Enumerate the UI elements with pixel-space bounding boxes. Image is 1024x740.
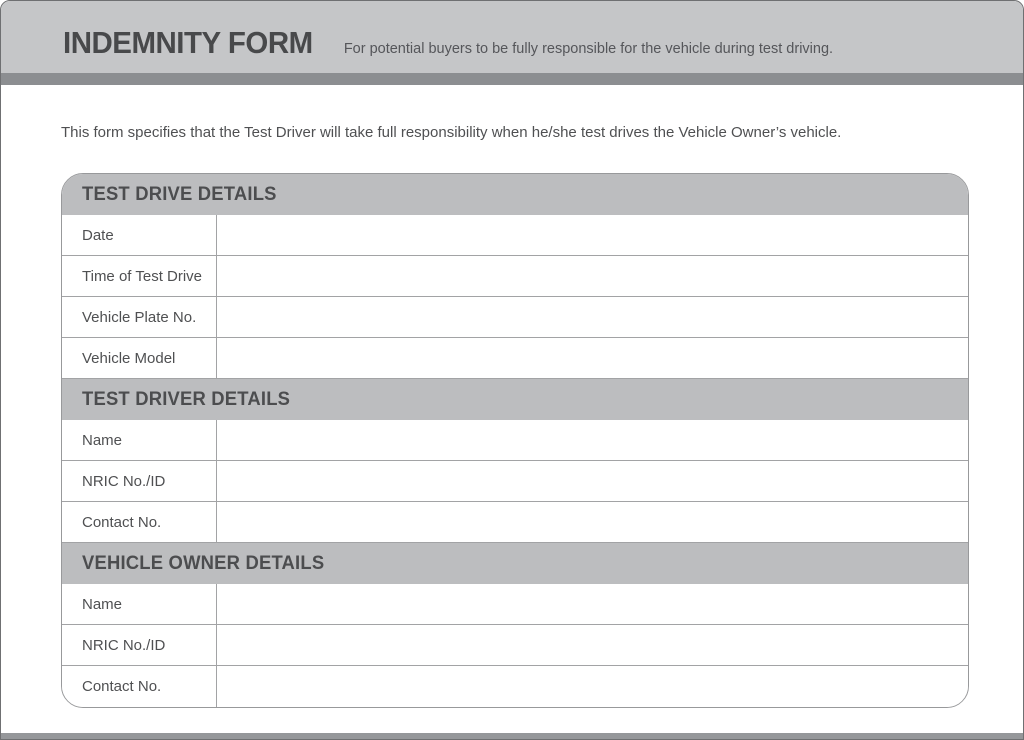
field-label: Date bbox=[62, 215, 217, 255]
field-label: Contact No. bbox=[62, 666, 217, 707]
field-label: Vehicle Model bbox=[62, 338, 217, 378]
field-label: NRIC No./ID bbox=[62, 625, 217, 665]
table-row-nric-no-id bbox=[62, 461, 968, 502]
table-row-name bbox=[62, 584, 968, 625]
table-row-name bbox=[62, 420, 968, 461]
table-row-time-of-test-drive bbox=[62, 256, 968, 297]
field-label: Contact No. bbox=[62, 502, 217, 542]
section-header-vehicle-owner-details bbox=[62, 543, 968, 584]
section-header-test-drive-details bbox=[62, 174, 968, 215]
field-value-cell[interactable] bbox=[217, 420, 968, 460]
header-divider-bar bbox=[1, 73, 1023, 85]
field-value-cell[interactable] bbox=[217, 666, 968, 707]
table-row-vehicle-model bbox=[62, 338, 968, 379]
form-description: This form specifies that the Test Driver will take full responsibility when he/she test drives the Vehicle Owner’s vehicle. bbox=[61, 124, 842, 141]
field-value-cell[interactable] bbox=[217, 215, 968, 255]
field-value-cell[interactable] bbox=[217, 461, 968, 501]
section-title: TEST DRIVE DETAILS bbox=[82, 183, 277, 205]
field-label: Name bbox=[62, 420, 217, 460]
field-value-cell[interactable] bbox=[217, 256, 968, 296]
footer-bar bbox=[1, 733, 1023, 739]
section-title: VEHICLE OWNER DETAILS bbox=[82, 552, 325, 574]
form-header bbox=[1, 1, 1023, 73]
field-value-cell[interactable] bbox=[217, 338, 968, 378]
field-value-cell[interactable] bbox=[217, 584, 968, 624]
table-row-nric-no-id bbox=[62, 625, 968, 666]
page-subtitle: For potential buyers to be fully responsible for the vehicle during test driving. bbox=[343, 41, 834, 57]
table-row-contact-no bbox=[62, 666, 968, 707]
field-label: NRIC No./ID bbox=[62, 461, 217, 501]
field-label: Vehicle Plate No. bbox=[62, 297, 217, 337]
table-row-vehicle-plate-no bbox=[62, 297, 968, 338]
section-header-test-driver-details bbox=[62, 379, 968, 420]
field-value-cell[interactable] bbox=[217, 625, 968, 665]
section-title: TEST DRIVER DETAILS bbox=[82, 388, 291, 410]
field-label: Time of Test Drive bbox=[62, 256, 217, 296]
page-title: INDEMNITY FORM bbox=[63, 25, 313, 60]
table-row-contact-no bbox=[62, 502, 968, 543]
field-label: Name bbox=[62, 584, 217, 624]
field-value-cell[interactable] bbox=[217, 297, 968, 337]
table-row-date bbox=[62, 215, 968, 256]
field-value-cell[interactable] bbox=[217, 502, 968, 542]
form-table bbox=[61, 173, 969, 708]
